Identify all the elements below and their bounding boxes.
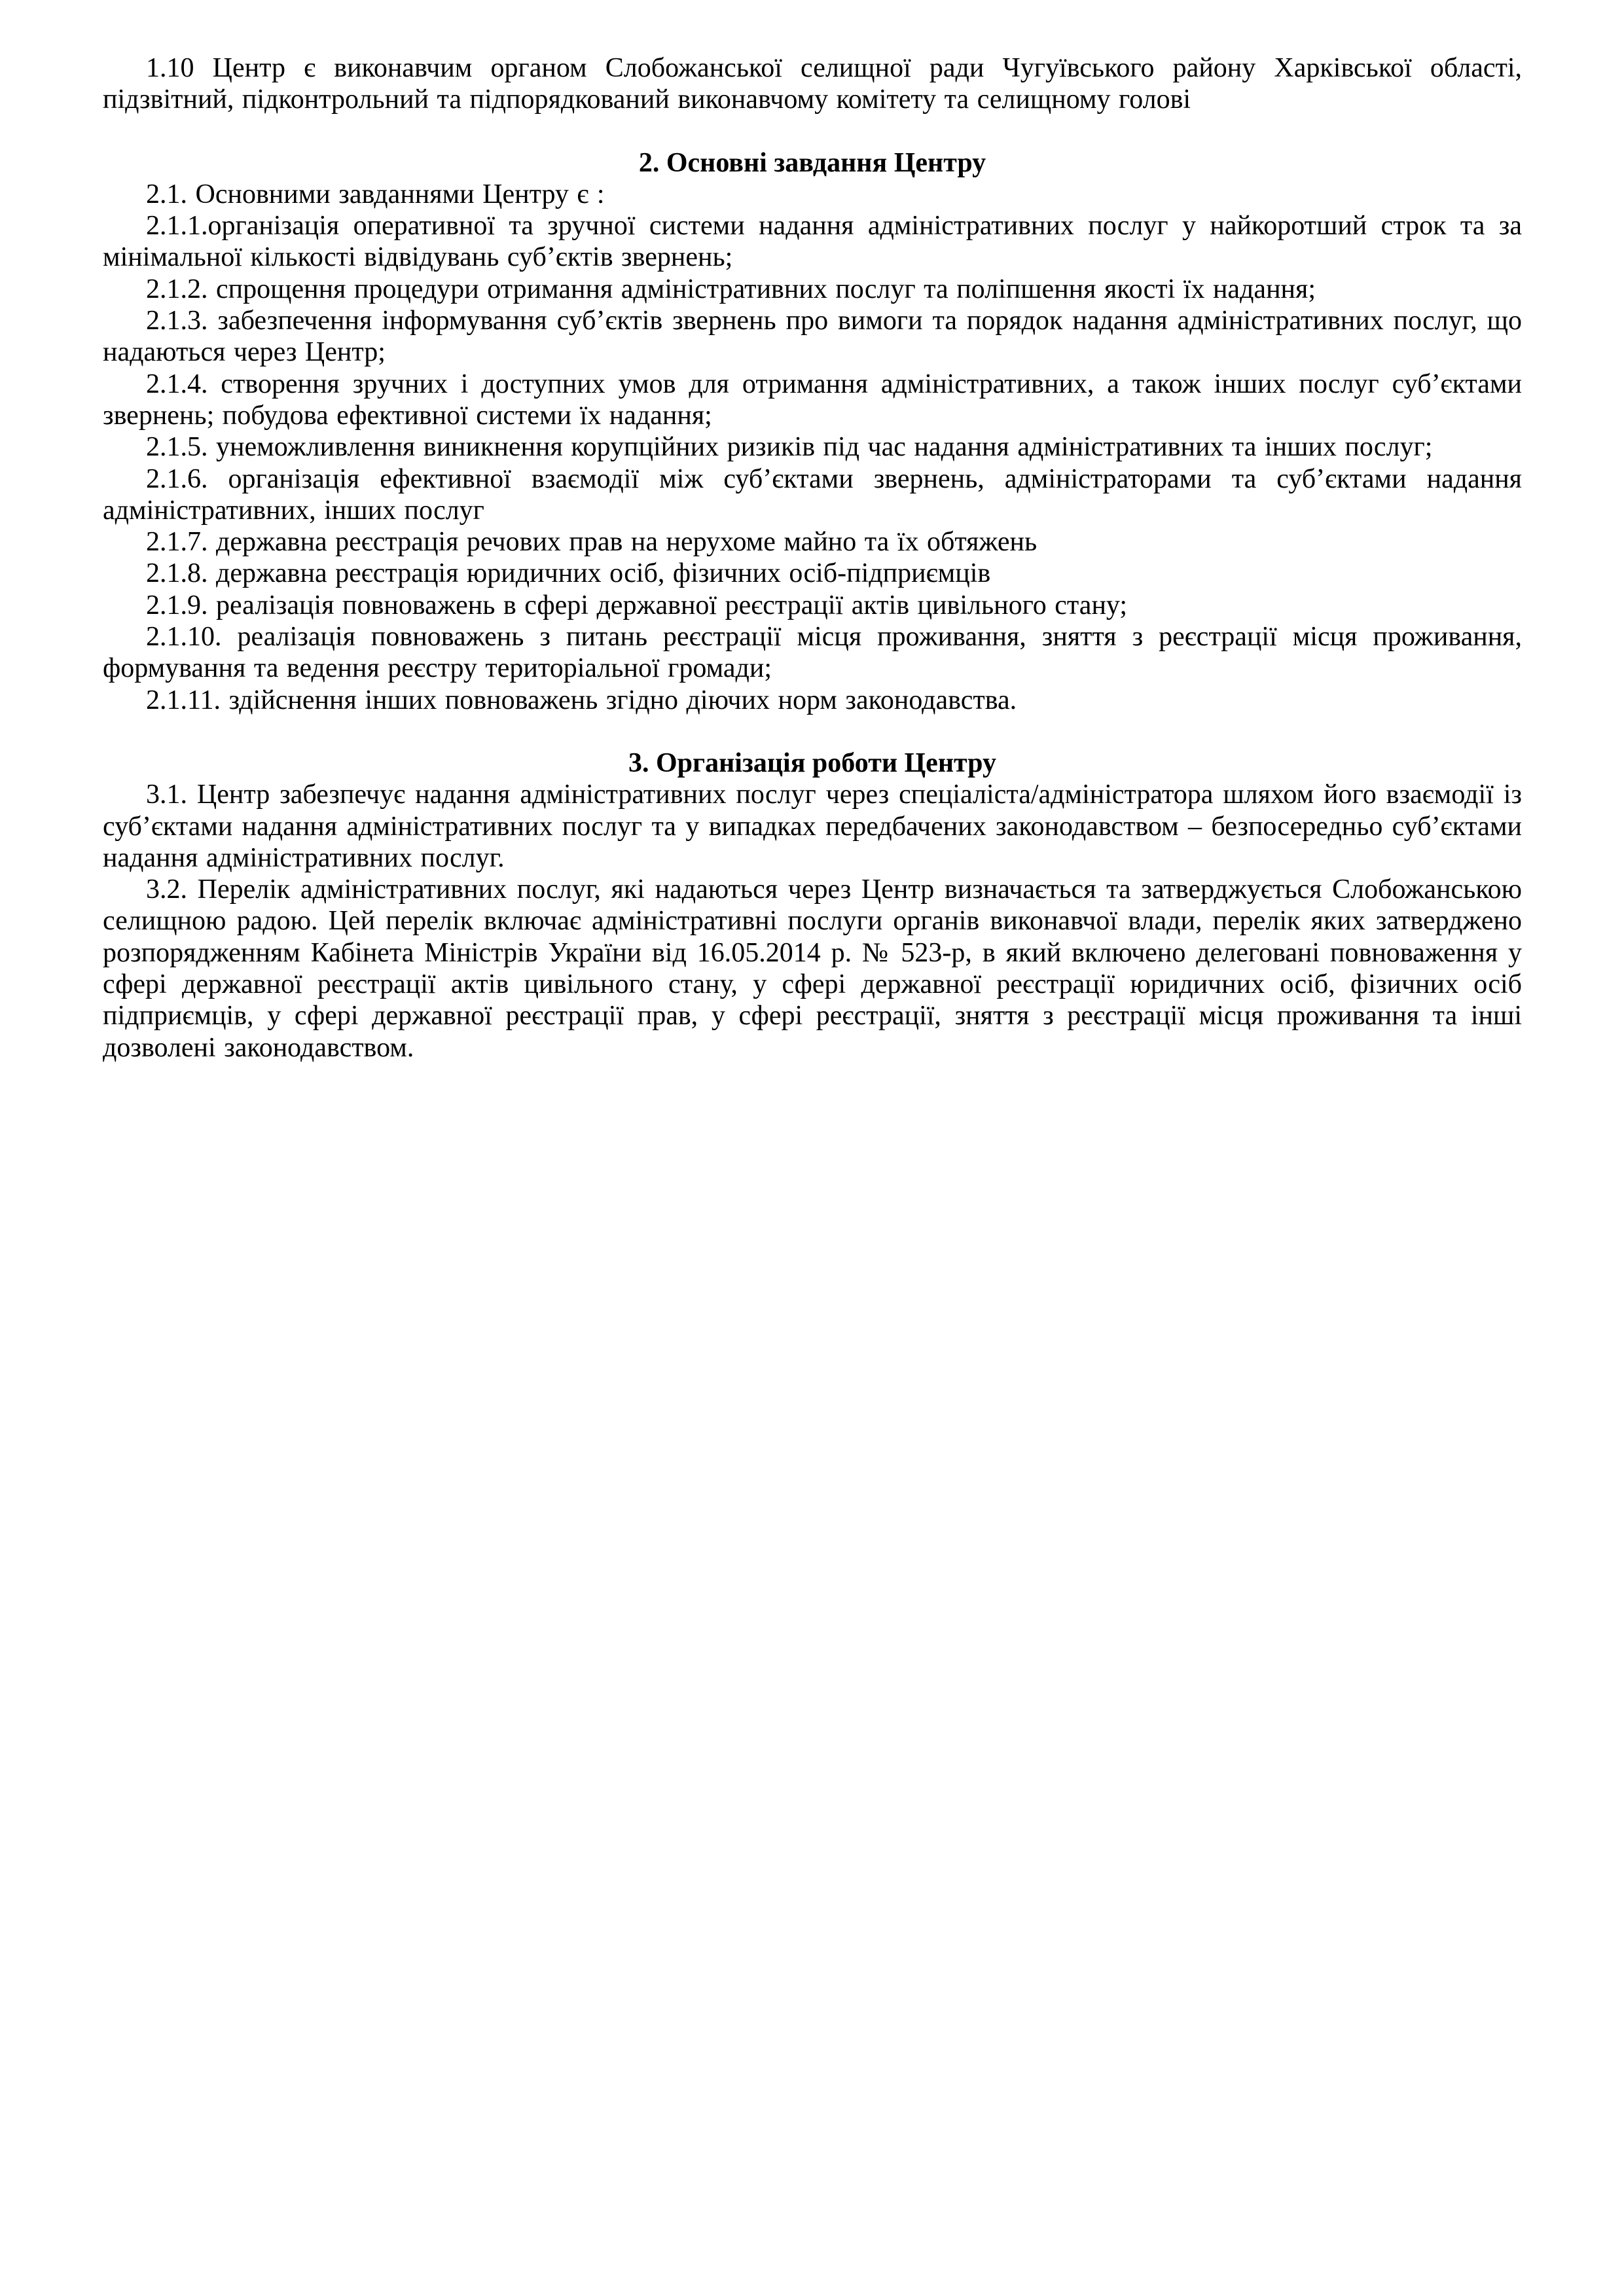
paragraph-2-1-4: 2.1.4. створення зручних і доступних умов для отримання адміністративних, а також інших послуг суб’єктами звернень; побудова ефективної системи їх надання; xyxy=(103,368,1522,431)
paragraph-2-1-6: 2.1.6. організація ефективної взаємодії між суб’єктами звернень, адміністраторами та суб’єктами надання адміністративних, інших послуг xyxy=(103,463,1522,526)
paragraph-3-1: 3.1. Центр забезпечує надання адміністративних послуг через спеціаліста/адміністратора шляхом його взаємодії із суб’єктами надання адміністративних послуг та у випадках передбачених законодавством – безпосередньо суб’єктами надання адміністративних послуг. xyxy=(103,780,1522,873)
paragraph-2-1-10: 2.1.10. реалізація повноважень з питань реєстрації місця проживання, зняття з реєстрації місця проживання, формування та ведення реєстру територіальної громади; xyxy=(103,622,1522,684)
paragraph-3-2: 3.2. Перелік адміністративних послуг, які надаються через Центр визначається та затверджується Слобожанською селищною радою. Цей перелік включає адміністративні послуги органів виконавчої влади, перелік яких затверджено розпорядженням Кабінета Міністрів України від 16.05.2014 р. № 523-р, в який включено делеговані повноваження у сфері державної реєстрації актів цивільного стану, у сфері державної реєстрації юридичних осіб, фізичних осіб підприємців, у сфері державної реєстрації прав, у сфері реєстрації, зняття з реєстрації місця проживання та інші дозволені законодавством. xyxy=(103,874,1522,1063)
paragraph-2-1: 2.1. Основними завданнями Центру є : xyxy=(146,179,605,209)
paragraph-2-1-5: 2.1.5. унеможливлення виникнення корупційних ризиків під час надання адміністративних та інших послуг; xyxy=(146,432,1433,463)
paragraph-2-1-8: 2.1.8. державна реєстрація юридичних осіб, фізичних осіб-підприємців xyxy=(146,558,991,589)
section-heading-3: 3. Організація роботи Центру xyxy=(628,747,996,778)
paragraph-1-10: 1.10 Центр є виконавчим органом Слобожанської селищної ради Чугуївського району Харківської області, підзвітний, підконтрольний та підпорядкований виконавчому комітету та селищному голові xyxy=(103,53,1522,115)
section-heading-2: 2. Основні завдання Центру xyxy=(638,147,986,178)
paragraph-2-1-9: 2.1.9. реалізація повноважень в сфері державної реєстрації актів цивільного стану; xyxy=(146,590,1128,620)
paragraph-2-1-7: 2.1.7. державна реєстрація речових прав на нерухоме майно та їх обтяжень xyxy=(146,527,1038,558)
paragraph-2-1-1: 2.1.1.організація оперативної та зручної системи надання адміністративних послуг у найкоротший строк та за мінімальної кількості відвідувань суб’єктів звернень; xyxy=(103,211,1522,273)
paragraph-2-1-3: 2.1.3. забезпечення інформування суб’єктів звернень про вимоги та порядок надання адміністративних послуг, що надаються через Центр; xyxy=(103,306,1522,368)
paragraph-2-1-11: 2.1.11. здійснення інших повноважень згідно діючих норм законодавства. xyxy=(146,685,1017,715)
paragraph-2-1-2: 2.1.2. спрощення процедури отримання адміністративних послуг та поліпшення якості їх надання; xyxy=(146,274,1316,304)
